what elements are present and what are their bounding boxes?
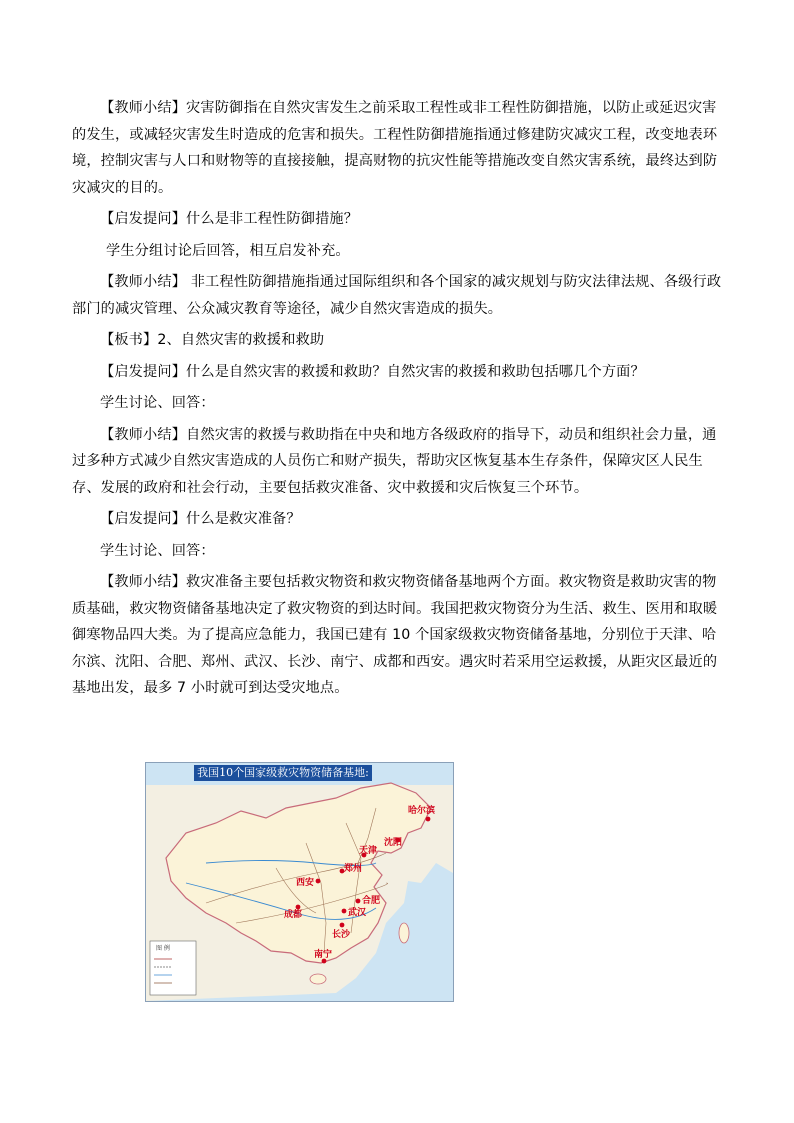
paragraph-tag: 【教师小结】	[100, 100, 187, 116]
city-label-hefei: 合肥	[362, 896, 381, 906]
paragraph-tag: 【教师小结】	[100, 274, 187, 290]
city-label-xian: 西安	[296, 878, 315, 888]
paragraph-11	[72, 569, 726, 702]
city-label-tianjin: 天津	[359, 846, 378, 856]
paragraph-tag: 【教师小结】	[100, 574, 187, 590]
paragraph-7	[72, 390, 726, 417]
paragraph-tag: 【启发提问】	[100, 363, 187, 380]
paragraph-tag: 【板书】	[100, 332, 158, 348]
paragraph-tag: 【启发提问】	[100, 211, 187, 227]
paragraph-8	[72, 422, 726, 502]
paragraph-text: 学生分组讨论后回答，相互启发补充。	[106, 242, 350, 259]
paragraph-5	[72, 327, 726, 354]
paragraph-text: 非工程性防御措施指通过国际组织和各个国家的减灾规划与防灾法律法规、各级行政部门的减灾管理、公众减灾教育等途径，减少自然灾害造成的损失。	[72, 274, 722, 317]
paragraph-9	[72, 506, 726, 533]
paragraph-10	[72, 538, 726, 565]
city-marker-harbin	[426, 817, 431, 822]
city-label-wuhan: 武汉	[348, 908, 367, 918]
paragraph-6	[72, 359, 726, 386]
city-label-shenyang: 沈阳	[384, 838, 403, 848]
paragraph-text: 救灾准备主要包括救灾物资和救灾物资储备基地两个方面。救灾物资是救助灾害的物质基础，救灾物资储备基地决定了救灾物资的到达时间。我国把救灾物资分为生活、救生、医用和取暖御寒物品四大类。为了提高应急能力，我国已建有 10 个国家级救灾物资储备基地，分别位于天津、哈尔滨、沈阳、合肥、郑州、武汉、长沙、南宁、成都和西安。遇灾时若采用空运救援，从距灾区最近的基地出发，最多 7 小时就可到达受灾地点。	[72, 574, 718, 696]
paragraph-text: 灾害防御指在自然灾害发生之前采取工程性或非工程性防御措施，以防止或延迟灾害的发生，或减轻灾害发生时造成的危害和损失。工程性防御措施指通过修建防灾减灾工程，改变地表环境，控制灾害与人口和财物等的直接接触，提高财物的抗灾性能等措施改变自然灾害系统，最终达到防灾减灾的目的。	[72, 100, 718, 196]
taiwan-island	[399, 923, 409, 943]
city-label-harbin: 哈尔滨	[408, 806, 436, 816]
relief-bases-map	[145, 762, 454, 1002]
city-label-chengdu: 成都	[284, 910, 303, 920]
paragraph-text: 学生讨论、回答：	[100, 542, 215, 559]
paragraph-text: 什么是自然灾害的救援和救助？自然灾害的救援和救助包括哪几个方面？	[186, 363, 645, 380]
paragraph-2	[72, 206, 726, 233]
paragraph-3	[72, 238, 726, 265]
map-title: 我国10个国家级救灾物资储备基地:	[194, 765, 372, 781]
city-label-zhengzhou: 郑州	[344, 864, 363, 874]
paragraph-4	[72, 269, 726, 322]
paragraph-text: 学生讨论、回答：	[100, 395, 215, 411]
paragraph-text: 自然灾害的救援与救助指在中央和地方各级政府的指导下，动员和组织社会力量，通过多种方式减少自然灾害造成的人员伤亡和财产损失，帮助灾区恢复基本生存条件，保障灾区人民生存、发展的政府和社会行动，主要包括救灾准备、灾中救援和灾后恢复三个环节。	[72, 426, 717, 496]
paragraph-1	[72, 95, 726, 201]
city-marker-hefei	[356, 899, 361, 904]
city-label-changsha: 长沙	[332, 930, 351, 940]
paragraph-tag: 【教师小结】	[100, 426, 187, 443]
document-body	[72, 95, 726, 702]
city-label-nanning: 南宁	[314, 950, 333, 960]
hainan-island	[310, 974, 326, 984]
paragraph-tag: 【启发提问】	[100, 511, 187, 527]
paragraph-text: 2、自然灾害的救援和救助	[157, 332, 325, 348]
city-marker-xian	[316, 879, 321, 884]
city-marker-wuhan	[342, 909, 347, 914]
paragraph-text: 什么是救灾准备？	[186, 511, 301, 527]
legend-title: 图 例	[156, 945, 170, 952]
paragraph-text: 什么是非工程性防御措施？	[186, 211, 359, 227]
